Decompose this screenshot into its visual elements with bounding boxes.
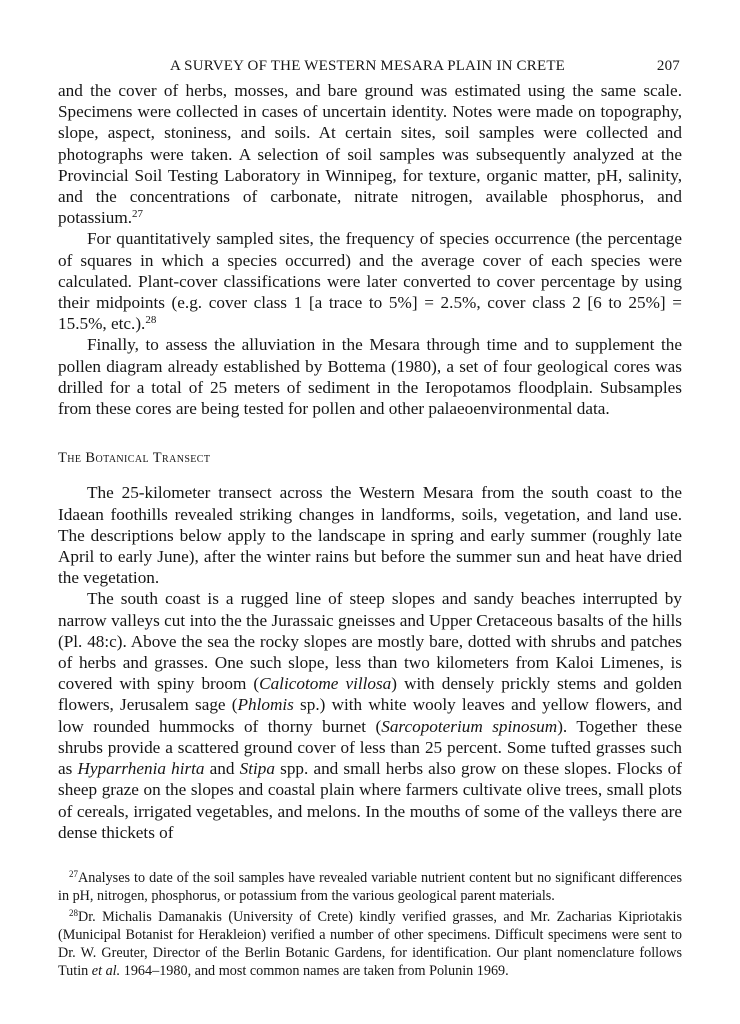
- paragraph-alluviation: Finally, to assess the alluviation in the Mesara through time and to supplement the pollen diagram already established by Bottema (1980), a set of four geological cores was drilled for a total of 25 meters of sediment in the Ieropotamos floodplain. Subsamples from these cores are being tested for pollen and other palaeoenvironmental data.: [58, 335, 682, 419]
- paragraph-transect: The 25-kilometer transect across the Western Mesara from the south coast to the Idaean foothills revealed striking changes in landforms, soils, vegetation, and land use. The descriptions below apply to the landscape in spring and early summer (roughly late April to early June), after the winter rains but before the summer sun and heat have dried the vegetation.: [58, 483, 682, 588]
- footnote-28: $^{28}$Dr. Michalis Damanakis (University of Crete) kindly verified grasses, and Mr. Zacharias Kipriotakis (Municipal Botanist for Herakleion) verified a number of other specimens. Difficult specimens were sent to Dr. W. Greuter, Director of the Berlin Botanic Gardens, for identification. Our plant nomenclature follows Tutin et al. 1964–1980, and most common names are taken from Polunin 1969.: [58, 907, 682, 979]
- footnote-ref-28[interactable]: 28: [145, 314, 157, 327]
- running-title: A SURVEY OF THE WESTERN MESARA PLAIN IN CRETE: [170, 58, 566, 74]
- species-calicotome: Calicotome villosa: [259, 674, 392, 694]
- species-sarcopoterium: Sarcopoterium spinosum: [381, 716, 558, 736]
- page: [58, 58, 682, 983]
- section-heading: The Botanical Transect: [58, 450, 211, 467]
- footnotes: [58, 869, 682, 980]
- species-phlomis: Phlomis: [237, 695, 294, 715]
- species-stipa: Stipa: [239, 759, 275, 779]
- body-text: [58, 80, 682, 843]
- footnote-ref-27[interactable]: 27: [132, 208, 144, 221]
- paragraph-continued: and the cover of herbs, mosses, and bare ground was estimated using the same scale. Specimens were collected in cases of uncertain identity. Notes were made on topography, slope, aspect, stoniness, and soils. At certain sites, soil samples were collected and photographs were taken. A selection of soil samples was subsequently analyzed at the Provincial Soil Testing Laboratory in Winnipeg, for texture, organic matter, pH, salinity, and the concentrations of carbonate, nitrate nitrogen, available phosphorus, and potassium.$^{27}$: [58, 81, 682, 228]
- page-number: 207: [656, 58, 680, 74]
- footnote-27: $^{27}$Analyses to date of the soil samples have revealed variable nutrient content but no significant differences in pH, nitrogen, phosphorus, or potassium from the various geological parent materials.: [58, 868, 682, 904]
- running-head: [58, 58, 682, 80]
- species-hyparrhenia: Hyparrhenia hirta: [77, 759, 205, 779]
- paragraph-south-coast: The south coast is a rugged line of steep slopes and sandy beaches interrupted by narrow valleys cut into the the Jurassaic gneisses and Upper Cretaceous basalts of the hills (Pl. 48:c). Above the sea the rocky slopes are mostly bare, dotted with shrubs and patches of herbs and grasses. One such slope, less than two kilometers from Kaloi Limenes, is covered with spiny broom (Calicotome villosa) with densely prickly stems and golden flowers, Jerusalem sage (Phlomis sp.) with white wooly leaves and yellow flowers, and low rounded hummocks of thorny burnet (Sarcopoterium spinosum). Together these shrubs provide a scattered ground cover of less than 25 percent. Some tufted grasses such as Hyparrhenia hirta and Stipa spp. and small herbs also grow on these slopes. Flocks of sheep graze on the slopes and coastal plain where farmers cultivate olive trees, small plots of cereals, irrigated vegetables, and melons. In the mouths of some of the valleys there are dense thickets of: [58, 589, 683, 842]
- paragraph-quantitative-sites: For quantitatively sampled sites, the frequency of species occurrence (the percentage of squares in which a species occurred) and the average cover of each species were calculated. Plant-cover classifications were later converted to cover percentage by using their midpoints (e.g. cover class 1 [a trace to 5%] = 2.5%, cover class 2 [6 to 25%] = 15.5%, etc.).$^{28}$: [58, 229, 682, 334]
